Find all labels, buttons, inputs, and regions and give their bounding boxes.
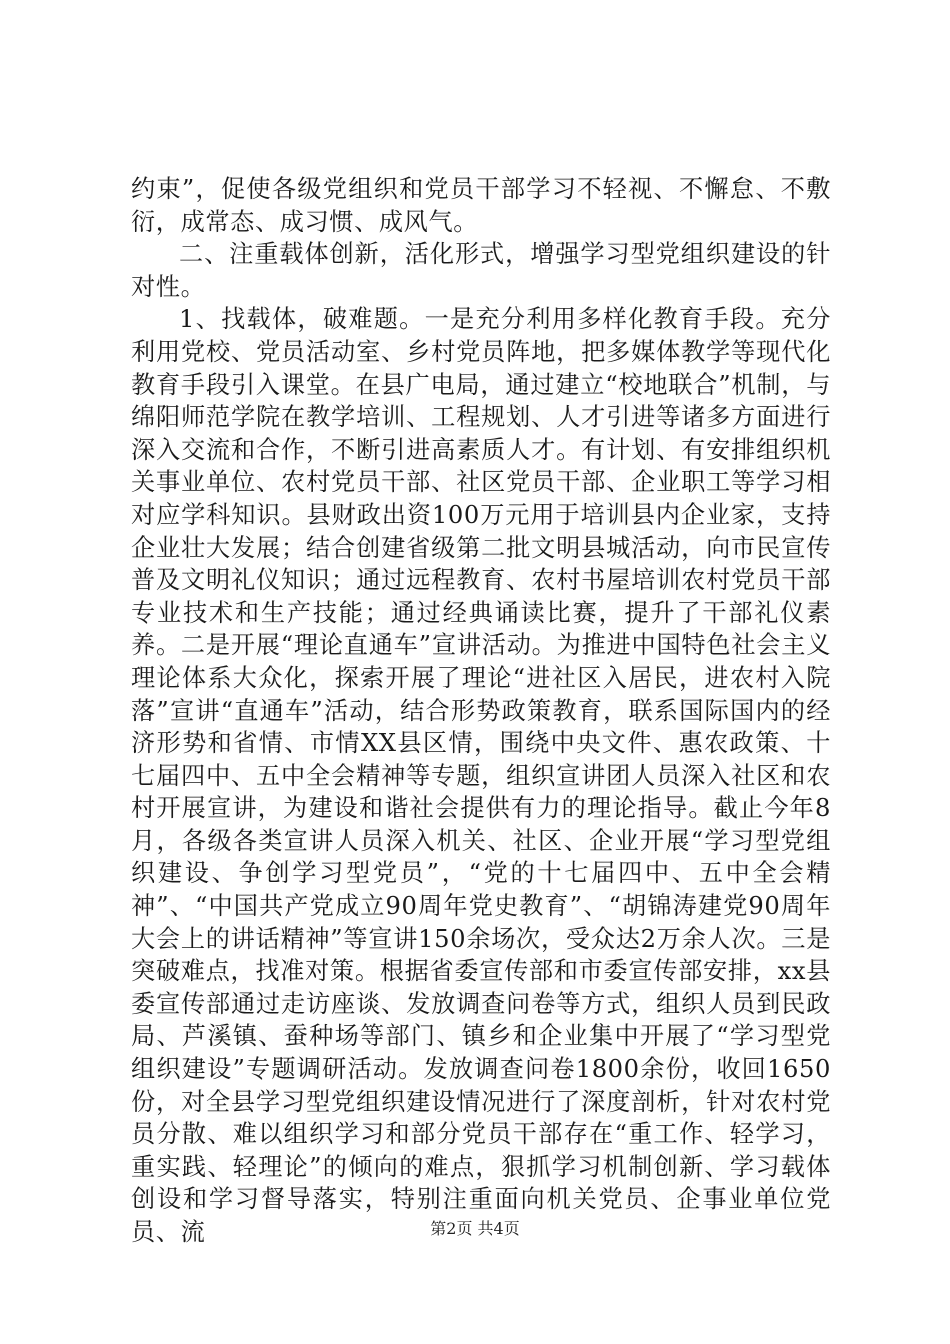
section-heading: 二、注重载体创新，活化形式，增强学习型党组织建设的针对性。: [131, 240, 831, 301]
page-number-footer: 第2页 共4页: [430, 1219, 520, 1238]
document-body: [131, 173, 831, 1249]
paragraph-continuation: 约束”，促使各级党组织和党员干部学习不轻视、不懈怠、不敷衍，成常态、成习惯、成风气。: [131, 175, 831, 236]
paragraph-body: 1、找载体，破难题。一是充分利用多样化教育手段。充分利用党校、党员活动室、乡村党员阵地，把多媒体教学等现代化教育手段引入课堂。在县广电局，通过建立“校地联合”机制，与绵阳师范学院在教学培训、工程规划、人才引进等诸多方面进行深入交流和合作，不断引进高素质人才。有计划、有安排组织机关事业单位、农村党员干部、社区党员干部、企业职工等学习相对应学科知识。县财政出资100万元用于培训县内企业家，支持企业壮大发展；结合创建省级第二批文明县城活动，向市民宣传普及文明礼仪知识；通过远程教育、农村书屋培训农村党员干部专业技术和生产技能；通过经典诵读比赛，提升了干部礼仪素养。二是开展“理论直通车”宣讲活动。为推进中国特色社会主义理论体系大众化，探索开展了理论“进社区入居民，进农村入院落”宣讲“直通车”活动，结合形势政策教育，联系国际国内的经济形势和省情、市情XX县区情，围绕中央文件、惠农政策、十七届四中、五中全会精神等专题，组织宣讲团人员深入社区和农村开展宣讲，为建设和谐社会提供有力的理论指导。截止今年8月，各级各类宣讲人员深入机关、社区、企业开展“学习型党组织建设、争创学习型党员”，“党的十七届四中、五中全会精神”、“中国共产党成立90周年党史教育”、“胡锦涛建党90周年大会上的讲话精神”等宣讲150余场次，受众达2万余人次。三是突破难点，找准对策。根据省委宣传部和市委宣传部安排，xx县委宣传部通过走访座谈、发放调查问卷等方式，组织人员到民政局、芦溪镇、蚕种场等部门、镇乡和企业集中开展了“学习型党组织建设”专题调研活动。发放调查问卷1800余份，收回1650份，对全县学习型党组织建设情况进行了深度剖析，针对农村党员分散、难以组织学习和部分党员干部存在“重工作、轻学习，重实践、轻理论”的倾向的难点，狠抓学习机制创新、学习载体创设和学习督导落实，特别注重面向机关党员、企事业单位党员、流: [131, 305, 831, 1246]
